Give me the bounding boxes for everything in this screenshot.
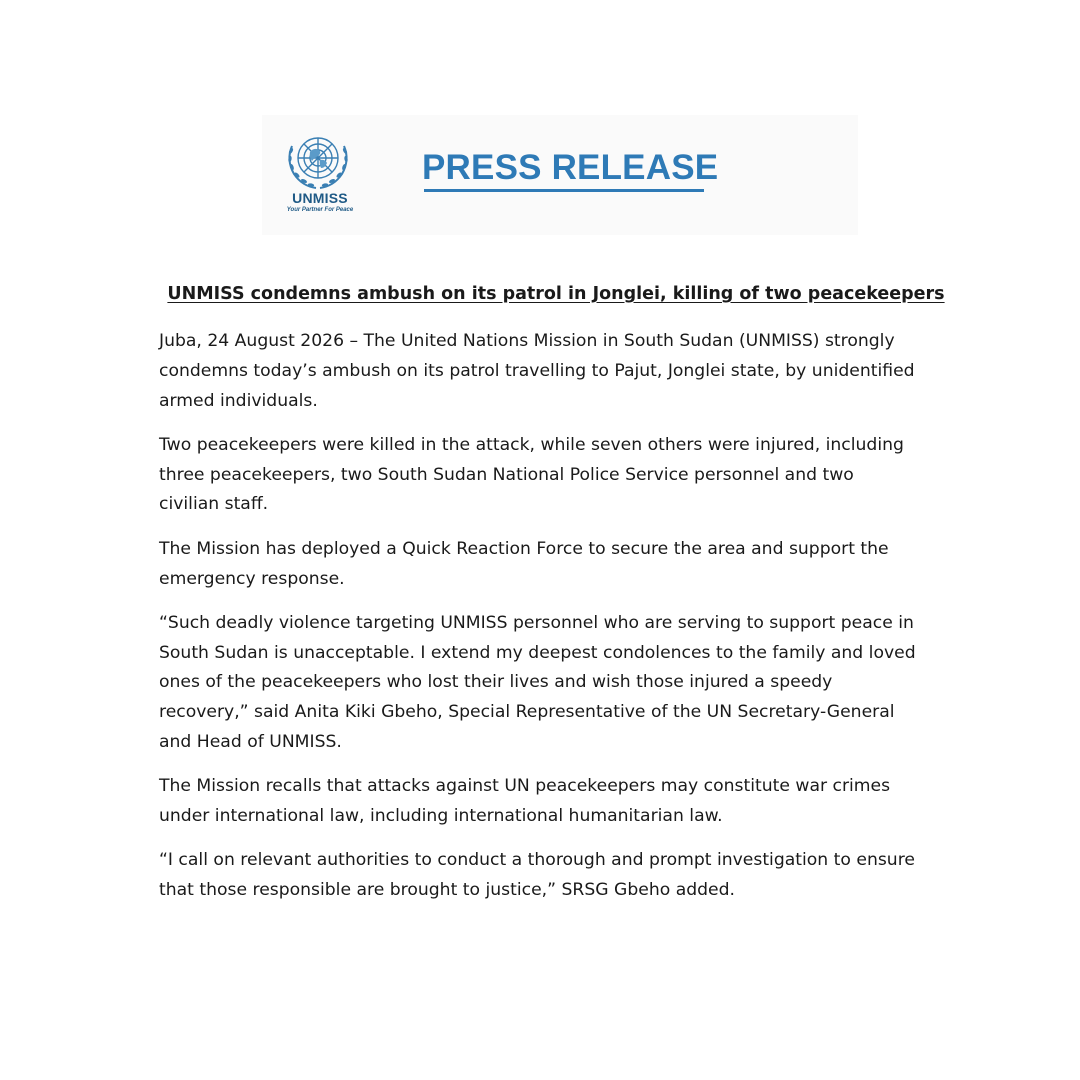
article-paragraph [159, 846, 959, 906]
title-underline [424, 189, 704, 192]
article-paragraph [159, 535, 959, 595]
paragraph-line: Juba, 24 August 2026 – The United Nations Mission in South Sudan (UNMISS) strongly [159, 331, 895, 351]
press-release-label: PRESS RELEASE [422, 148, 719, 187]
headline: UNMISS condemns ambush on its patrol in Jonglei, killing of two peacekeepers [167, 284, 945, 304]
paragraph-line: emergency response. [159, 568, 345, 589]
paragraph-line: civilian staff. [159, 494, 269, 515]
article-paragraph [159, 327, 959, 416]
paragraph-line: “I call on relevant authorities to conduct a thorough and prompt investigation to ensure [159, 850, 915, 871]
paragraph-line: The Mission has deployed a Quick Reaction Force to secure the area and support the [159, 538, 889, 559]
org-name: UNMISS [292, 190, 348, 206]
paragraph-line: and Head of UNMISS. [159, 732, 342, 753]
paragraph-line: armed individuals. [159, 390, 318, 411]
paragraph-line: “Such deadly violence targeting UNMISS personnel who are serving to support peace in [159, 612, 914, 633]
paragraph-line: Two peacekeepers were killed in the attack, while seven others were injured, including [159, 434, 904, 455]
paragraph-line: under international law, including international humanitarian law. [159, 806, 723, 827]
article-paragraph [159, 431, 959, 520]
paragraph-line: three peacekeepers, two South Sudan National Police Service personnel and two [159, 464, 854, 485]
paragraph-line: condemns today’s ambush on its patrol travelling to Pajut, Jonglei state, by unidentified [159, 360, 915, 381]
org-tagline: Your Partner For Peace [286, 207, 354, 213]
article-paragraph [159, 772, 959, 832]
article-paragraph [159, 609, 959, 758]
paragraph-line: ones of the peacekeepers who lost their lives and wish those injured a speedy [159, 672, 833, 693]
paragraph-line: South Sudan is unacceptable. I extend my deepest condolences to the family and loved [159, 642, 916, 663]
article-body [159, 327, 959, 921]
paragraph-line: recovery,” said Anita Kiki Gbeho, Special Representative of the UN Secretary-General [159, 702, 895, 723]
paragraph-line: The Mission recalls that attacks against UN peacekeepers may constitute war crimes [159, 776, 891, 797]
paragraph-line: that those responsible are brought to justice,” SRSG Gbeho added. [159, 880, 735, 901]
